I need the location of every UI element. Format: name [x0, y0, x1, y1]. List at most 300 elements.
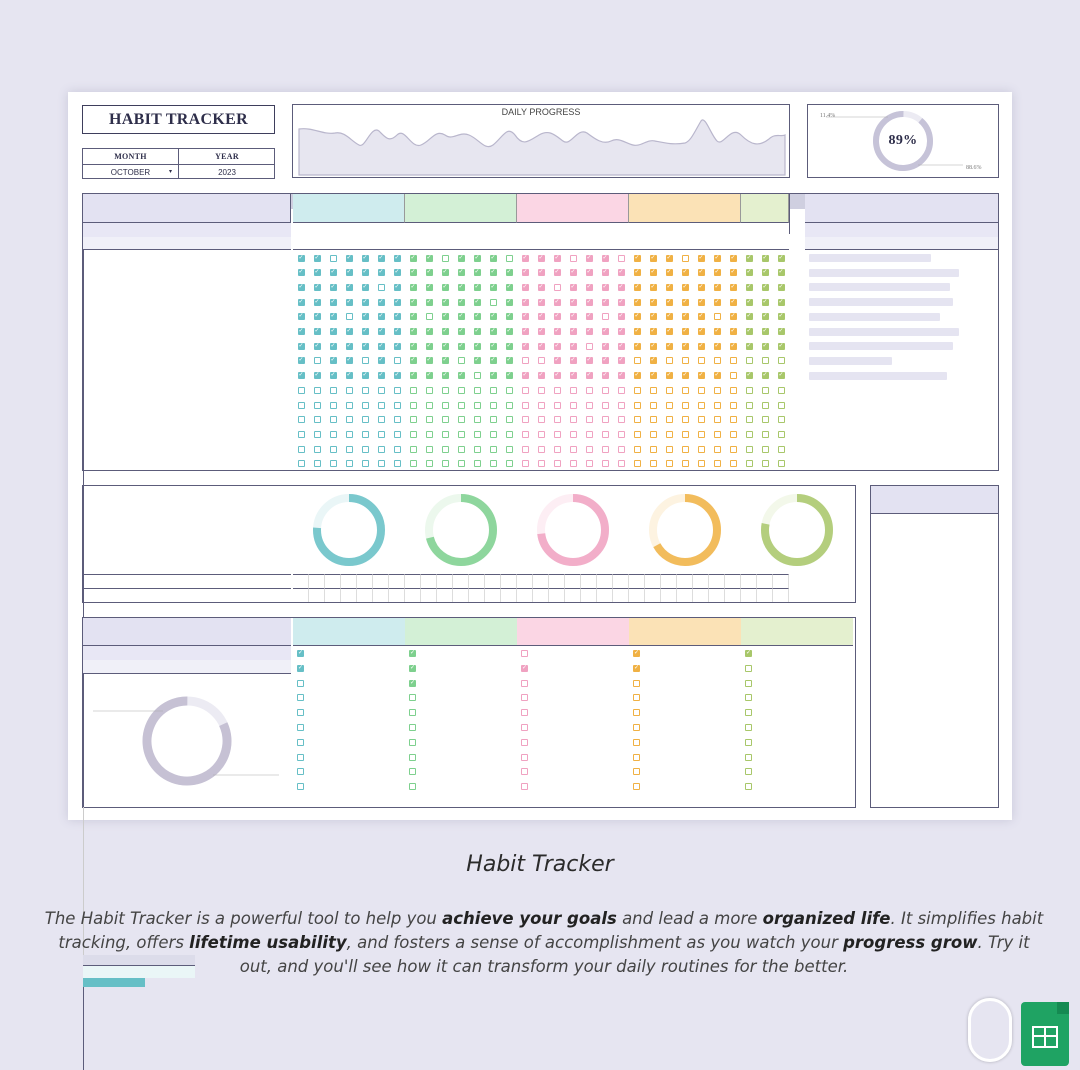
habit-checkbox[interactable]: ✓	[362, 372, 368, 379]
weekly-habit-checkbox[interactable]	[521, 694, 528, 701]
habit-checkbox[interactable]	[458, 357, 465, 364]
weekly-habit-checkbox[interactable]	[521, 739, 528, 746]
weekly-habit-checkbox[interactable]	[297, 739, 304, 746]
weekly-habit-checkbox[interactable]	[745, 739, 752, 746]
weekly-habit-checkbox[interactable]	[297, 694, 304, 701]
habit-checkbox[interactable]: ✓	[698, 342, 704, 349]
habit-checkbox[interactable]	[362, 402, 369, 409]
weekly-habit-checkbox[interactable]	[745, 724, 752, 731]
habit-checkbox[interactable]: ✓	[410, 372, 416, 379]
habit-checkbox[interactable]: ✓	[330, 328, 336, 334]
habit-checkbox[interactable]: ✓	[602, 357, 608, 364]
habit-checkbox[interactable]	[410, 402, 417, 409]
habit-checkbox[interactable]	[522, 416, 529, 423]
habit-checkbox[interactable]	[426, 446, 433, 453]
habit-checkbox[interactable]	[474, 416, 481, 423]
habit-checkbox[interactable]	[762, 357, 769, 364]
habit-checkbox[interactable]	[490, 299, 497, 306]
habit-checkbox[interactable]	[330, 446, 337, 453]
habit-checkbox[interactable]	[442, 255, 449, 262]
habit-checkbox[interactable]: ✓	[410, 313, 416, 320]
weekly-habit-checkbox[interactable]	[409, 739, 416, 746]
weekly-habit-checkbox[interactable]	[633, 783, 640, 790]
weekly-habit-checkbox[interactable]	[521, 754, 528, 761]
habit-checkbox[interactable]	[650, 460, 657, 467]
habit-checkbox[interactable]: ✓	[410, 254, 416, 261]
habit-checkbox[interactable]	[362, 460, 369, 467]
weekly-habit-checkbox[interactable]	[297, 680, 304, 687]
habit-checkbox[interactable]: ✓	[522, 283, 528, 290]
habit-checkbox[interactable]: ✓	[522, 269, 528, 276]
habit-checkbox[interactable]	[522, 431, 529, 438]
habit-checkbox[interactable]	[394, 431, 401, 438]
habit-checkbox[interactable]: ✓	[474, 254, 480, 261]
habit-checkbox[interactable]: ✓	[490, 254, 496, 261]
habit-checkbox[interactable]	[730, 387, 737, 394]
habit-checkbox[interactable]	[778, 357, 785, 364]
habit-checkbox[interactable]: ✓	[538, 283, 544, 290]
habit-checkbox[interactable]: ✓	[634, 372, 640, 379]
habit-checkbox[interactable]	[730, 402, 737, 409]
weekly-habit-checkbox[interactable]: ✓	[298, 650, 304, 656]
habit-checkbox[interactable]	[426, 431, 433, 438]
habit-checkbox[interactable]	[730, 357, 737, 364]
weekly-habit-checkbox[interactable]	[409, 724, 416, 731]
habit-checkbox[interactable]	[490, 446, 497, 453]
habit-checkbox[interactable]: ✓	[426, 254, 432, 261]
habit-checkbox[interactable]: ✓	[762, 283, 768, 290]
habit-checkbox[interactable]	[410, 446, 417, 453]
habit-checkbox[interactable]: ✓	[378, 313, 384, 320]
habit-checkbox[interactable]: ✓	[650, 328, 656, 334]
habit-checkbox[interactable]: ✓	[570, 313, 576, 320]
habit-checkbox[interactable]	[586, 402, 593, 409]
habit-checkbox[interactable]	[426, 460, 433, 467]
habit-checkbox[interactable]	[474, 431, 481, 438]
habit-checkbox[interactable]: ✓	[474, 298, 480, 305]
habit-checkbox[interactable]: ✓	[634, 269, 640, 276]
habit-checkbox[interactable]: ✓	[426, 372, 432, 379]
habit-checkbox[interactable]	[698, 431, 705, 438]
habit-checkbox[interactable]	[554, 402, 561, 409]
habit-checkbox[interactable]	[394, 460, 401, 467]
habit-checkbox[interactable]: ✓	[554, 313, 560, 320]
habit-checkbox[interactable]	[602, 416, 609, 423]
habit-checkbox[interactable]	[570, 255, 577, 262]
habit-checkbox[interactable]	[298, 387, 305, 394]
habit-checkbox[interactable]	[346, 387, 353, 394]
habit-checkbox[interactable]: ✓	[346, 269, 352, 276]
habit-checkbox[interactable]: ✓	[394, 313, 400, 320]
habit-checkbox[interactable]: ✓	[762, 254, 768, 261]
habit-checkbox[interactable]	[570, 387, 577, 394]
habit-checkbox[interactable]: ✓	[298, 283, 304, 290]
weekly-habit-checkbox[interactable]	[745, 680, 752, 687]
habit-checkbox[interactable]: ✓	[330, 298, 336, 305]
habit-checkbox[interactable]: ✓	[330, 313, 336, 320]
habit-checkbox[interactable]	[506, 460, 513, 467]
habit-checkbox[interactable]	[362, 387, 369, 394]
habit-checkbox[interactable]	[474, 446, 481, 453]
habit-checkbox[interactable]: ✓	[298, 342, 304, 349]
habit-checkbox[interactable]: ✓	[474, 269, 480, 276]
habit-checkbox[interactable]: ✓	[570, 342, 576, 349]
habit-checkbox[interactable]	[538, 387, 545, 394]
habit-checkbox[interactable]: ✓	[522, 372, 528, 379]
habit-checkbox[interactable]	[746, 460, 753, 467]
habit-checkbox[interactable]	[522, 387, 529, 394]
habit-checkbox[interactable]: ✓	[394, 283, 400, 290]
habit-checkbox[interactable]: ✓	[426, 269, 432, 276]
habit-checkbox[interactable]: ✓	[746, 313, 752, 320]
habit-checkbox[interactable]: ✓	[362, 269, 368, 276]
habit-checkbox[interactable]: ✓	[634, 342, 640, 349]
habit-checkbox[interactable]: ✓	[554, 298, 560, 305]
habit-checkbox[interactable]: ✓	[586, 328, 592, 334]
habit-checkbox[interactable]: ✓	[474, 328, 480, 334]
habit-checkbox[interactable]: ✓	[682, 269, 688, 276]
habit-checkbox[interactable]	[378, 446, 385, 453]
habit-checkbox[interactable]	[666, 357, 673, 364]
habit-checkbox[interactable]: ✓	[442, 328, 448, 334]
habit-checkbox[interactable]	[298, 416, 305, 423]
habit-checkbox[interactable]: ✓	[490, 357, 496, 364]
habit-checkbox[interactable]: ✓	[474, 342, 480, 349]
habit-checkbox[interactable]: ✓	[506, 313, 512, 320]
habit-checkbox[interactable]: ✓	[650, 313, 656, 320]
habit-checkbox[interactable]	[458, 446, 465, 453]
weekly-habit-checkbox[interactable]: ✓	[298, 664, 304, 671]
habit-checkbox[interactable]	[538, 402, 545, 409]
weekly-habit-checkbox[interactable]	[633, 694, 640, 701]
habit-checkbox[interactable]: ✓	[410, 342, 416, 349]
habit-checkbox[interactable]: ✓	[698, 298, 704, 305]
habit-checkbox[interactable]: ✓	[730, 269, 736, 276]
habit-checkbox[interactable]: ✓	[506, 357, 512, 364]
habit-checkbox[interactable]: ✓	[634, 254, 640, 261]
habit-checkbox[interactable]	[410, 387, 417, 394]
habit-checkbox[interactable]: ✓	[442, 342, 448, 349]
habit-checkbox[interactable]: ✓	[746, 254, 752, 261]
habit-checkbox[interactable]	[602, 431, 609, 438]
habit-checkbox[interactable]: ✓	[506, 328, 512, 334]
habit-checkbox[interactable]	[778, 387, 785, 394]
habit-checkbox[interactable]	[602, 460, 609, 467]
habit-checkbox[interactable]: ✓	[682, 328, 688, 334]
habit-checkbox[interactable]: ✓	[602, 298, 608, 305]
habit-checkbox[interactable]: ✓	[634, 283, 640, 290]
habit-checkbox[interactable]	[698, 460, 705, 467]
habit-checkbox[interactable]	[682, 460, 689, 467]
weekly-habit-checkbox[interactable]	[633, 724, 640, 731]
habit-checkbox[interactable]: ✓	[426, 342, 432, 349]
habit-checkbox[interactable]: ✓	[314, 328, 320, 334]
habit-checkbox[interactable]: ✓	[666, 254, 672, 261]
habit-checkbox[interactable]	[586, 446, 593, 453]
weekly-habit-checkbox[interactable]	[521, 650, 528, 657]
habit-checkbox[interactable]: ✓	[570, 298, 576, 305]
habit-checkbox[interactable]: ✓	[346, 328, 352, 334]
habit-checkbox[interactable]	[314, 357, 321, 364]
habit-checkbox[interactable]	[762, 416, 769, 423]
habit-checkbox[interactable]	[442, 402, 449, 409]
weekly-habit-checkbox[interactable]	[633, 709, 640, 716]
habit-checkbox[interactable]	[650, 402, 657, 409]
habit-checkbox[interactable]	[314, 387, 321, 394]
habit-checkbox[interactable]	[346, 416, 353, 423]
habit-checkbox[interactable]	[298, 431, 305, 438]
habit-checkbox[interactable]: ✓	[378, 342, 384, 349]
habit-checkbox[interactable]: ✓	[714, 372, 720, 379]
habit-checkbox[interactable]	[538, 460, 545, 467]
habit-checkbox[interactable]	[426, 416, 433, 423]
habit-checkbox[interactable]: ✓	[298, 372, 304, 379]
habit-checkbox[interactable]	[586, 460, 593, 467]
habit-checkbox[interactable]: ✓	[522, 342, 528, 349]
habit-checkbox[interactable]	[570, 431, 577, 438]
habit-checkbox[interactable]: ✓	[554, 328, 560, 334]
weekly-habit-checkbox[interactable]	[409, 783, 416, 790]
habit-checkbox[interactable]: ✓	[586, 372, 592, 379]
habit-checkbox[interactable]	[762, 387, 769, 394]
habit-checkbox[interactable]: ✓	[618, 372, 624, 379]
habit-checkbox[interactable]	[602, 387, 609, 394]
habit-checkbox[interactable]: ✓	[362, 298, 368, 305]
habit-checkbox[interactable]	[410, 431, 417, 438]
weekly-habit-checkbox[interactable]	[633, 768, 640, 775]
habit-checkbox[interactable]	[362, 357, 369, 364]
habit-checkbox[interactable]	[682, 402, 689, 409]
habit-checkbox[interactable]: ✓	[490, 283, 496, 290]
habit-checkbox[interactable]: ✓	[314, 283, 320, 290]
habit-checkbox[interactable]	[730, 431, 737, 438]
habit-checkbox[interactable]: ✓	[682, 372, 688, 379]
habit-checkbox[interactable]: ✓	[618, 313, 624, 320]
habit-checkbox[interactable]: ✓	[538, 269, 544, 276]
habit-checkbox[interactable]: ✓	[698, 313, 704, 320]
habit-checkbox[interactable]	[442, 460, 449, 467]
habit-checkbox[interactable]: ✓	[394, 254, 400, 261]
habit-checkbox[interactable]	[634, 431, 641, 438]
habit-checkbox[interactable]: ✓	[554, 254, 560, 261]
habit-checkbox[interactable]	[394, 387, 401, 394]
habit-checkbox[interactable]	[378, 431, 385, 438]
habit-checkbox[interactable]: ✓	[314, 342, 320, 349]
habit-checkbox[interactable]	[586, 431, 593, 438]
habit-checkbox[interactable]	[538, 431, 545, 438]
habit-checkbox[interactable]: ✓	[650, 283, 656, 290]
habit-checkbox[interactable]	[458, 387, 465, 394]
habit-checkbox[interactable]: ✓	[442, 269, 448, 276]
habit-checkbox[interactable]: ✓	[586, 313, 592, 320]
habit-checkbox[interactable]	[474, 372, 481, 379]
habit-checkbox[interactable]	[506, 255, 513, 262]
habit-checkbox[interactable]: ✓	[298, 254, 304, 261]
habit-checkbox[interactable]: ✓	[426, 328, 432, 334]
weekly-habit-checkbox[interactable]	[521, 783, 528, 790]
habit-checkbox[interactable]: ✓	[538, 298, 544, 305]
weekly-habit-checkbox[interactable]	[521, 768, 528, 775]
habit-checkbox[interactable]: ✓	[586, 254, 592, 261]
weekly-habit-checkbox[interactable]: ✓	[410, 664, 416, 671]
habit-checkbox[interactable]: ✓	[522, 328, 528, 334]
habit-checkbox[interactable]	[490, 387, 497, 394]
habit-checkbox[interactable]: ✓	[538, 328, 544, 334]
habit-checkbox[interactable]	[618, 255, 625, 262]
habit-checkbox[interactable]	[762, 431, 769, 438]
habit-checkbox[interactable]: ✓	[602, 269, 608, 276]
habit-checkbox[interactable]: ✓	[586, 298, 592, 305]
weekly-habit-checkbox[interactable]	[409, 694, 416, 701]
weekly-habit-checkbox[interactable]	[297, 724, 304, 731]
habit-checkbox[interactable]	[762, 460, 769, 467]
habit-checkbox[interactable]	[666, 416, 673, 423]
habit-checkbox[interactable]	[330, 387, 337, 394]
habit-checkbox[interactable]: ✓	[426, 357, 432, 364]
habit-checkbox[interactable]: ✓	[666, 269, 672, 276]
habit-checkbox[interactable]: ✓	[378, 372, 384, 379]
habit-checkbox[interactable]: ✓	[506, 269, 512, 276]
habit-checkbox[interactable]: ✓	[618, 283, 624, 290]
habit-checkbox[interactable]: ✓	[570, 269, 576, 276]
weekly-habit-checkbox[interactable]	[521, 709, 528, 716]
habit-checkbox[interactable]	[346, 313, 353, 320]
habit-checkbox[interactable]: ✓	[490, 342, 496, 349]
habit-checkbox[interactable]	[746, 402, 753, 409]
weekly-habit-checkbox[interactable]	[409, 709, 416, 716]
habit-checkbox[interactable]	[314, 402, 321, 409]
habit-checkbox[interactable]	[650, 446, 657, 453]
habit-checkbox[interactable]: ✓	[346, 298, 352, 305]
habit-checkbox[interactable]: ✓	[714, 298, 720, 305]
habit-checkbox[interactable]	[378, 387, 385, 394]
habit-checkbox[interactable]	[394, 357, 401, 364]
habit-checkbox[interactable]	[490, 402, 497, 409]
weekly-habit-checkbox[interactable]: ✓	[522, 664, 528, 671]
habit-checkbox[interactable]	[698, 387, 705, 394]
habit-checkbox[interactable]: ✓	[618, 298, 624, 305]
habit-checkbox[interactable]: ✓	[474, 283, 480, 290]
habit-checkbox[interactable]	[442, 387, 449, 394]
habit-checkbox[interactable]	[506, 402, 513, 409]
habit-checkbox[interactable]	[458, 431, 465, 438]
habit-checkbox[interactable]	[618, 416, 625, 423]
weekly-habit-checkbox[interactable]: ✓	[746, 650, 752, 656]
habit-checkbox[interactable]: ✓	[586, 269, 592, 276]
habit-checkbox[interactable]: ✓	[746, 342, 752, 349]
habit-checkbox[interactable]	[554, 431, 561, 438]
habit-checkbox[interactable]	[618, 387, 625, 394]
habit-checkbox[interactable]	[490, 460, 497, 467]
habit-checkbox[interactable]: ✓	[394, 269, 400, 276]
habit-checkbox[interactable]	[714, 416, 721, 423]
habit-checkbox[interactable]: ✓	[730, 283, 736, 290]
habit-checkbox[interactable]: ✓	[682, 283, 688, 290]
habit-checkbox[interactable]	[298, 460, 305, 467]
habit-checkbox[interactable]	[538, 416, 545, 423]
habit-checkbox[interactable]: ✓	[698, 328, 704, 334]
weekly-habit-checkbox[interactable]	[409, 754, 416, 761]
habit-checkbox[interactable]: ✓	[346, 254, 352, 261]
habit-checkbox[interactable]: ✓	[330, 357, 336, 364]
habit-checkbox[interactable]	[746, 387, 753, 394]
habit-checkbox[interactable]	[570, 416, 577, 423]
habit-checkbox[interactable]	[346, 446, 353, 453]
habit-checkbox[interactable]: ✓	[746, 283, 752, 290]
habit-checkbox[interactable]	[618, 402, 625, 409]
habit-checkbox[interactable]: ✓	[762, 269, 768, 276]
habit-checkbox[interactable]	[778, 460, 785, 467]
habit-checkbox[interactable]	[666, 387, 673, 394]
weekly-habit-checkbox[interactable]	[297, 783, 304, 790]
habit-checkbox[interactable]: ✓	[538, 254, 544, 261]
habit-checkbox[interactable]	[618, 446, 625, 453]
habit-checkbox[interactable]: ✓	[666, 342, 672, 349]
habit-checkbox[interactable]	[634, 402, 641, 409]
weekly-habit-checkbox[interactable]	[745, 783, 752, 790]
habit-checkbox[interactable]	[778, 416, 785, 423]
habit-checkbox[interactable]: ✓	[730, 342, 736, 349]
habit-checkbox[interactable]: ✓	[762, 328, 768, 334]
habit-checkbox[interactable]: ✓	[410, 328, 416, 334]
habit-checkbox[interactable]: ✓	[602, 342, 608, 349]
weekly-habit-checkbox[interactable]	[745, 754, 752, 761]
habit-checkbox[interactable]: ✓	[778, 372, 784, 379]
habit-checkbox[interactable]: ✓	[522, 254, 528, 261]
habit-checkbox[interactable]	[730, 372, 737, 379]
habit-checkbox[interactable]	[410, 460, 417, 467]
habit-checkbox[interactable]	[378, 460, 385, 467]
habit-checkbox[interactable]: ✓	[730, 254, 736, 261]
habit-checkbox[interactable]	[650, 387, 657, 394]
habit-checkbox[interactable]: ✓	[298, 269, 304, 276]
habit-checkbox[interactable]	[634, 387, 641, 394]
habit-checkbox[interactable]: ✓	[314, 313, 320, 320]
habit-checkbox[interactable]: ✓	[378, 269, 384, 276]
habit-checkbox[interactable]: ✓	[682, 298, 688, 305]
weekly-habit-checkbox[interactable]	[745, 709, 752, 716]
habit-checkbox[interactable]: ✓	[394, 328, 400, 334]
habit-checkbox[interactable]	[442, 446, 449, 453]
habit-checkbox[interactable]: ✓	[570, 372, 576, 379]
habit-checkbox[interactable]: ✓	[618, 342, 624, 349]
weekly-habit-checkbox[interactable]: ✓	[634, 650, 640, 656]
habit-checkbox[interactable]: ✓	[570, 357, 576, 364]
habit-checkbox[interactable]: ✓	[410, 283, 416, 290]
habit-checkbox[interactable]	[362, 416, 369, 423]
habit-checkbox[interactable]	[554, 446, 561, 453]
habit-checkbox[interactable]	[618, 431, 625, 438]
habit-checkbox[interactable]: ✓	[458, 254, 464, 261]
habit-checkbox[interactable]: ✓	[618, 328, 624, 334]
habit-checkbox[interactable]: ✓	[522, 298, 528, 305]
habit-checkbox[interactable]: ✓	[778, 298, 784, 305]
habit-checkbox[interactable]: ✓	[554, 357, 560, 364]
habit-checkbox[interactable]: ✓	[346, 283, 352, 290]
habit-checkbox[interactable]: ✓	[362, 328, 368, 334]
habit-checkbox[interactable]	[746, 357, 753, 364]
habit-checkbox[interactable]: ✓	[474, 313, 480, 320]
habit-checkbox[interactable]	[666, 460, 673, 467]
habit-checkbox[interactable]	[714, 446, 721, 453]
habit-checkbox[interactable]	[746, 431, 753, 438]
habit-checkbox[interactable]: ✓	[714, 254, 720, 261]
habit-checkbox[interactable]	[394, 446, 401, 453]
habit-checkbox[interactable]	[682, 357, 689, 364]
habit-checkbox[interactable]	[314, 431, 321, 438]
habit-checkbox[interactable]	[522, 357, 529, 364]
habit-checkbox[interactable]	[730, 446, 737, 453]
